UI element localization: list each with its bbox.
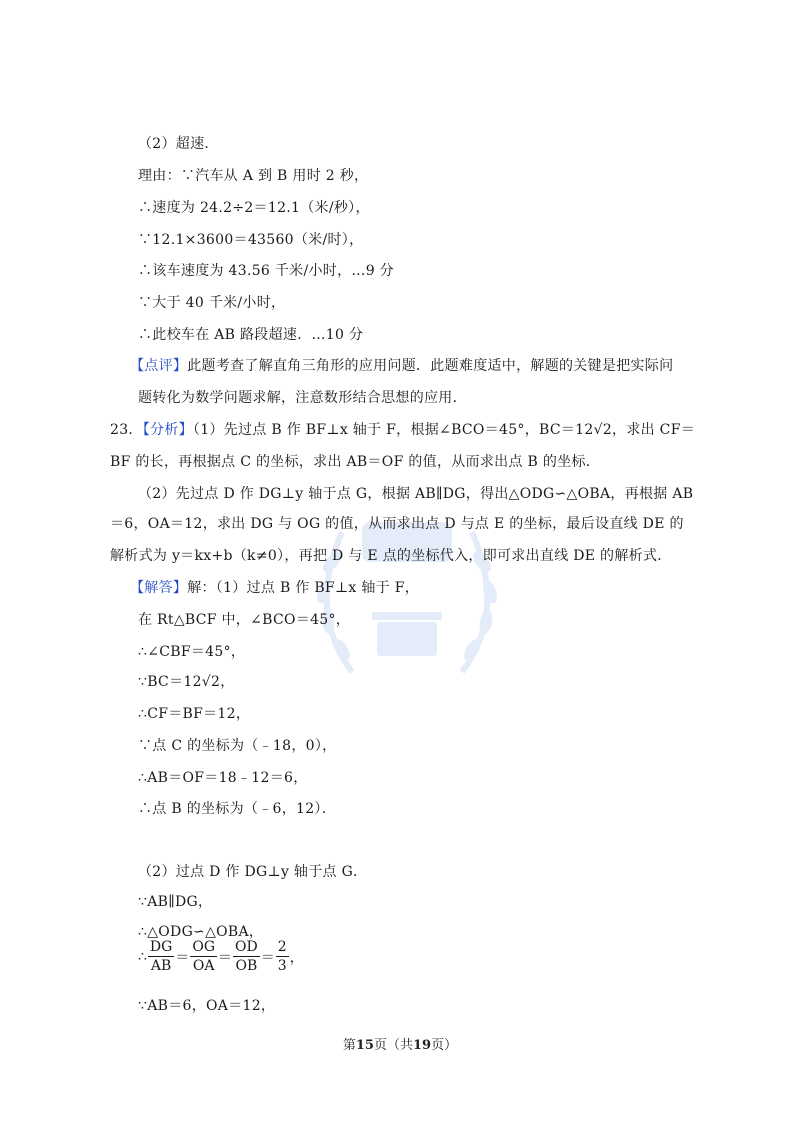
total-page-number: 19 — [413, 1038, 432, 1053]
fraction-denominator: OA — [192, 958, 215, 974]
text-line: ∴速度为 24.2÷2＝12.1（米/秒）， — [138, 200, 370, 216]
fraction — [148, 938, 174, 975]
footer-mid: 页（共 — [373, 1038, 413, 1053]
text-line: ∴AB＝OF＝18﹣12＝6， — [138, 770, 308, 786]
question-number: 23． — [110, 422, 143, 438]
comment-text: 此题考查了解直角三角形的应用问题．此题难度适中，解题的关键是把实际问 — [187, 358, 674, 374]
text-line: ∴∠CBF＝45°， — [138, 644, 246, 660]
current-page-number: 15 — [355, 1038, 374, 1053]
fraction-numerator: OG — [192, 939, 216, 955]
therefore-symbol: ∴ — [138, 948, 147, 965]
question-header — [110, 420, 695, 440]
footer-prefix: 第 — [342, 1038, 356, 1053]
fraction-denominator: 3 — [277, 958, 287, 974]
text-line: 理由：∵汽车从 A 到 B 用时 2 秒， — [138, 168, 369, 184]
text-line: ∵BC＝12√2， — [138, 674, 235, 690]
text-line: 在 Rt△BCF 中，∠BCO＝45°， — [138, 612, 351, 628]
text-line: 题转化为数学问题求解，注意数形结合思想的应用． — [138, 390, 467, 406]
fraction-numerator: OD — [235, 939, 258, 955]
text-line: （2）过点 D 作 DG⊥y 轴于点 G． — [138, 864, 368, 880]
text-line: ∵AB＝6，OA＝12， — [138, 998, 276, 1014]
equals-sign: ＝ — [218, 949, 233, 966]
fraction-denominator: OB — [235, 958, 258, 974]
fraction-numerator: 2 — [277, 939, 287, 955]
text-line: ∵12.1×3600＝43560（米/时）， — [138, 232, 364, 248]
text-line: （2）超速． — [138, 136, 219, 152]
text-line: 解析式为 y＝kx+b（k≠0），再把 D 与 E 点的坐标代入，即可求出直线 DE 的解析式． — [110, 548, 672, 564]
text-line: BF 的长，再根据点 C 的坐标，求出 AB＝OF 的值，从而求出点 B 的坐标． — [110, 454, 601, 470]
analysis-text: （1）先过点 B 作 BF⊥x 轴于 F，根据∠BCO＝45°，BC＝12√2，求出 CF＝ — [192, 422, 696, 438]
text-line: ∴该车速度为 43.56 千米/小时，…9 分 — [138, 263, 394, 279]
fraction — [276, 938, 289, 975]
fraction-equation — [138, 938, 304, 984]
text-line: ∴点 B 的坐标为（﹣6，12）． — [138, 801, 337, 817]
comma: ， — [289, 949, 304, 966]
footer-suffix: 页） — [431, 1038, 458, 1053]
text-line: （2）先过点 D 作 DG⊥y 轴于点 G，根据 AB∥DG，得出△ODG∽△OBA，再根据 AB — [138, 486, 694, 502]
text-line: ∵点 C 的坐标为（﹣18，0）， — [138, 738, 337, 754]
fraction — [233, 938, 260, 975]
text-line: ＝6，OA＝12，求出 DG 与 OG 的值，从而求出点 D 与点 E 的坐标，最后设直线 DE 的 — [110, 516, 684, 532]
text-line — [130, 356, 673, 376]
comment-tag: 【点评】 — [130, 358, 188, 374]
text-line: ∴CF＝BF＝12， — [138, 706, 251, 722]
fraction-numerator: DG — [149, 939, 173, 955]
solution-text: 解：（1）过点 B 作 BF⊥x 轴于 F， — [187, 580, 420, 596]
fraction-denominator: AB — [150, 958, 172, 974]
text-line: ∵AB∥DG， — [138, 894, 213, 910]
text-line: ∴此校车在 AB 路段超速．…10 分 — [138, 327, 364, 343]
fraction — [190, 938, 217, 975]
text-line: ∵大于 40 千米/小时， — [138, 295, 286, 311]
equals-sign: ＝ — [260, 949, 275, 966]
page-footer — [0, 1034, 800, 1053]
equals-sign: ＝ — [175, 949, 190, 966]
text-line: ∴△ODG∽△OBA， — [138, 924, 264, 940]
analysis-tag: 【分析】 — [142, 422, 193, 438]
text-line — [130, 578, 419, 598]
solution-tag: 【解答】 — [130, 580, 188, 596]
